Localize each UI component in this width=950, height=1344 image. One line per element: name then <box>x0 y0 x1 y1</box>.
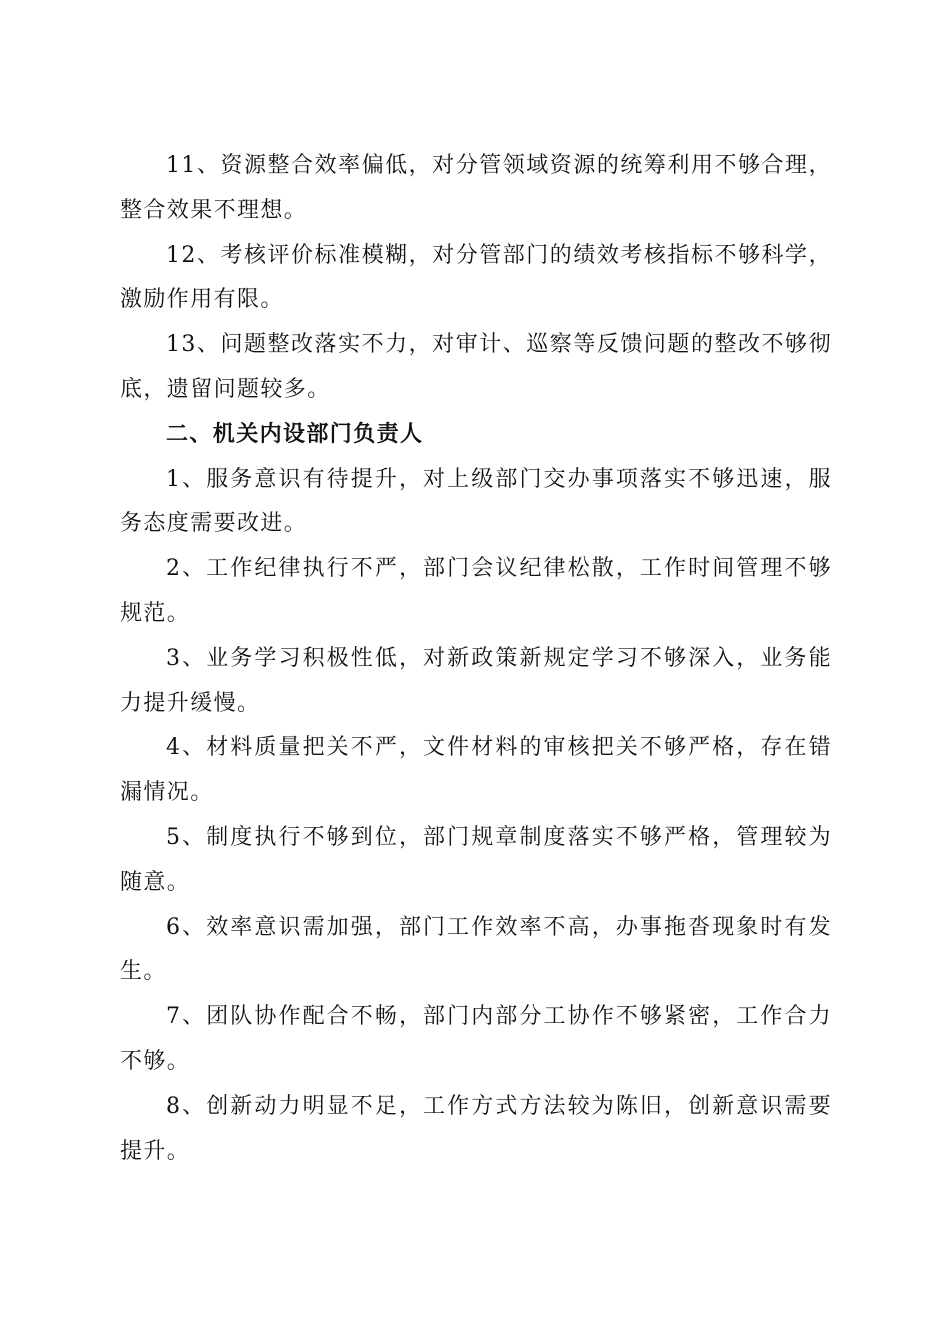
paragraph-item-1: 1、服务意识有待提升，对上级部门交办事项落实不够迅速，服务态度需要改进。 <box>120 466 832 537</box>
paragraph-item-12: 12、考核评价标准模糊，对分管部门的绩效考核指标不够科学，激励作用有限。 <box>120 242 832 313</box>
paragraph-item-2: 2、工作纪律执行不严，部门会议纪律松散，工作时间管理不够规范。 <box>120 556 832 626</box>
paragraph-item-13: 13、问题整改落实不力，对审计、巡察等反馈问题的整改不够彻底，遗留问题较多。 <box>120 332 832 402</box>
document-page <box>120 144 832 1174</box>
paragraph-item-11: 11、资源整合效率偏低，对分管领域资源的统筹利用不够合理，整合效果不理想。 <box>120 153 832 223</box>
section-heading: 二、机关内设部门负责人 <box>166 421 424 447</box>
paragraph-item-5: 5、制度执行不够到位，部门规章制度落实不够严格，管理较为随意。 <box>120 824 832 895</box>
paragraph-item-4: 4、材料质量把关不严，文件材料的审核把关不够严格，存在错漏情况。 <box>120 735 832 806</box>
paragraph-item-6: 6、效率意识需加强，部门工作效率不高，办事拖沓现象时有发生。 <box>120 914 832 985</box>
paragraph-item-7: 7、团队协作配合不畅，部门内部分工协作不够紧密，工作合力不够。 <box>120 1004 832 1074</box>
paragraph-item-3: 3、业务学习积极性低，对新政策新规定学习不够深入，业务能力提升缓慢。 <box>120 645 832 716</box>
paragraph-item-8: 8、创新动力明显不足，工作方式方法较为陈旧，创新意识需要提升。 <box>120 1093 832 1164</box>
